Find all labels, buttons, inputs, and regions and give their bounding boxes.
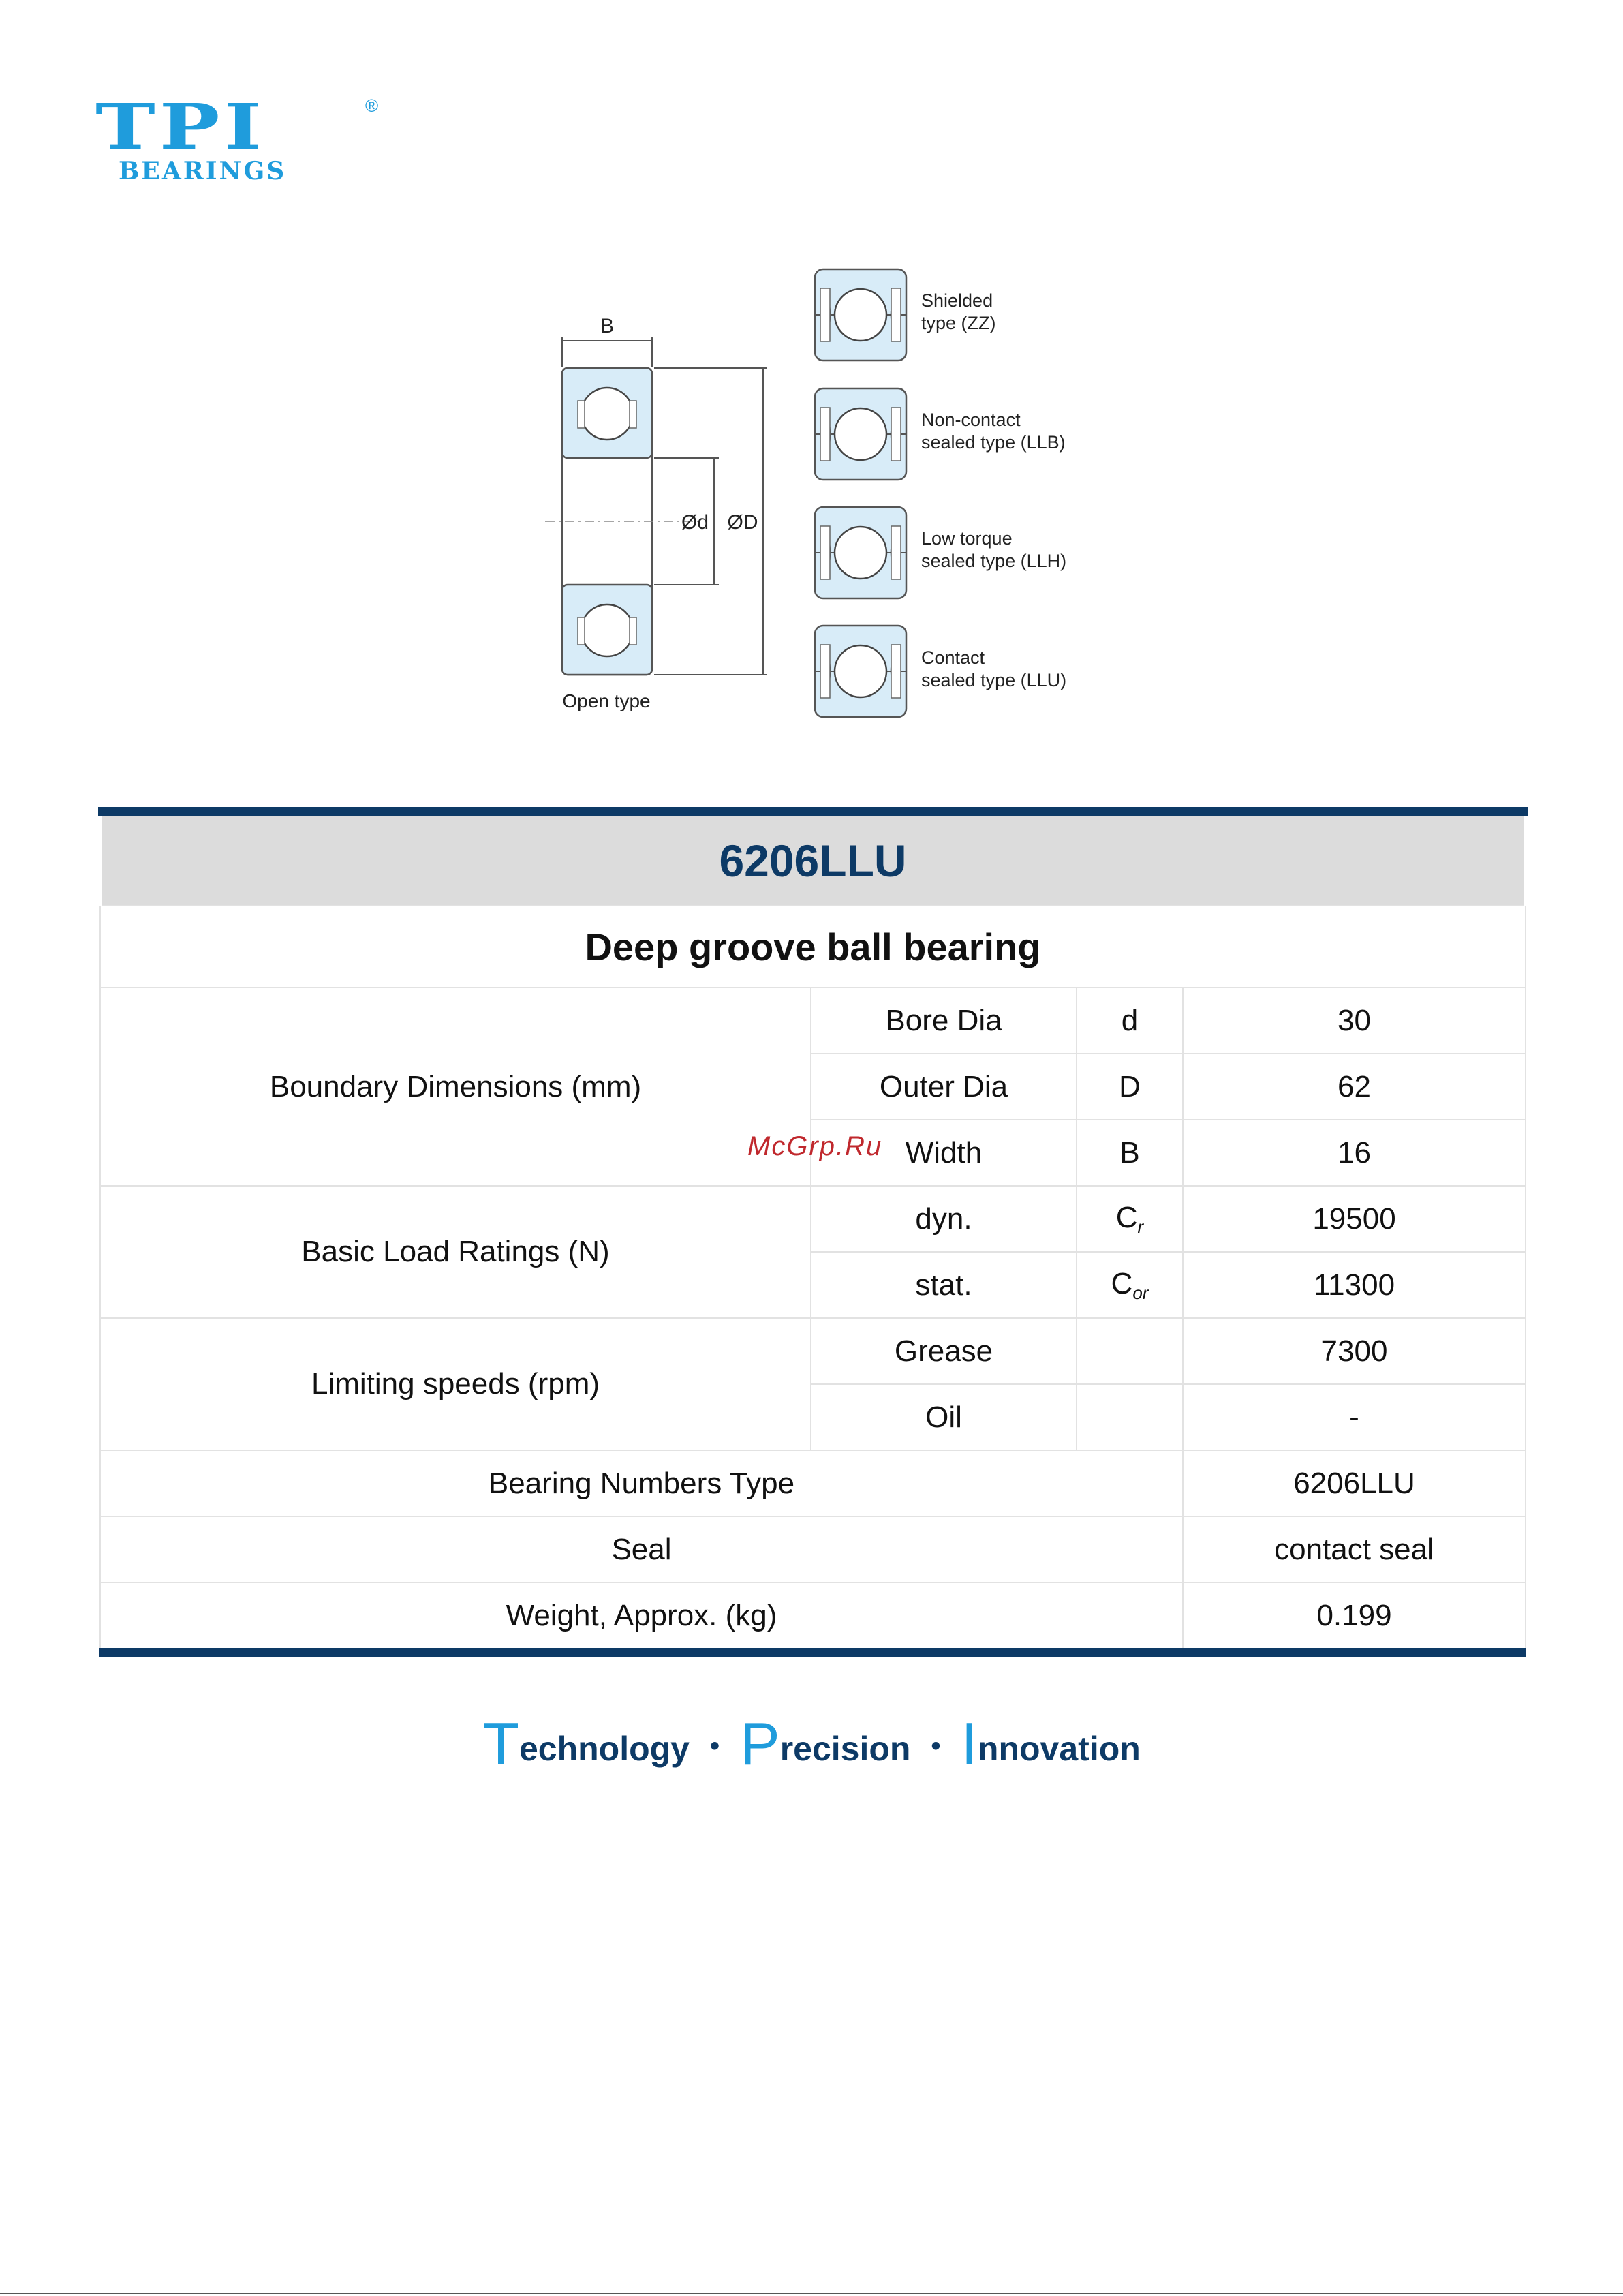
symbol-subscript: or (1132, 1282, 1149, 1303)
symbol-main: C (1115, 1200, 1138, 1234)
table-row (100, 1450, 1526, 1516)
row-label: Grease (811, 1318, 1077, 1384)
type-llu-line1: Contact (921, 647, 985, 668)
contact-type-bearing (815, 626, 906, 717)
row-label: Outer Dia (811, 1054, 1077, 1120)
dim-width-label: B (600, 315, 615, 337)
subtitle-row (100, 906, 1526, 988)
row-symbol (1077, 1186, 1183, 1252)
type-zz-line2: type (ZZ) (921, 313, 996, 333)
weight-value: 0.199 (1183, 1582, 1526, 1653)
type-llb-line1: Non-contact (921, 410, 1021, 430)
row-symbol: D (1077, 1054, 1183, 1120)
row-value: 7300 (1183, 1318, 1526, 1384)
row-value: 19500 (1183, 1186, 1526, 1252)
watermark: McGrp.Ru (747, 1131, 883, 1161)
row-symbol (1077, 1384, 1183, 1450)
table-row (100, 988, 1526, 1054)
row-label: dyn. (811, 1186, 1077, 1252)
bottom-divider (0, 2293, 1623, 2294)
table-row (100, 1516, 1526, 1582)
type-llb-line2: sealed type (LLB) (921, 432, 1066, 453)
bearing-number-value: 6206LLU (1183, 1450, 1526, 1516)
model-title: 6206LLU (100, 812, 1526, 906)
row-value: - (1183, 1384, 1526, 1450)
speed-group-label: Limiting speeds (rpm) (100, 1318, 811, 1450)
title-row (100, 812, 1526, 906)
slogan-technology: Technology (482, 1710, 690, 1777)
row-value: 11300 (1183, 1252, 1526, 1318)
slogan-innovation: Innovation (961, 1710, 1141, 1777)
logo-main-text: TPI (95, 89, 266, 164)
row-label: stat. (811, 1252, 1077, 1318)
weight-label: Weight, Approx. (kg) (100, 1582, 1183, 1653)
row-value: 16 (1183, 1120, 1526, 1186)
symbol-main: C (1111, 1266, 1133, 1300)
row-value: 30 (1183, 988, 1526, 1054)
row-symbol: d (1077, 988, 1183, 1054)
seal-label: Seal (100, 1516, 1183, 1582)
table-row (100, 1186, 1526, 1252)
bearing-diagram (531, 259, 1117, 736)
bearing-number-label: Bearing Numbers Type (100, 1450, 1183, 1516)
bearing-type-subtitle: Deep groove ball bearing (100, 906, 1526, 988)
slogan-separator: • (709, 1731, 720, 1761)
symbol-subscript: r (1137, 1216, 1144, 1237)
slogan (0, 1709, 1623, 1779)
tpi-logo (95, 89, 395, 185)
row-symbol (1077, 1318, 1183, 1384)
boundary-group-label: Boundary Dimensions (mm) (100, 988, 811, 1186)
dim-outer-label: ØD (727, 511, 758, 534)
shielded-type-bearing (815, 269, 906, 361)
row-symbol: B (1077, 1120, 1183, 1186)
logo-registered-mark: ® (365, 95, 379, 116)
type-zz-line1: Shielded (921, 290, 993, 311)
spec-table (98, 807, 1528, 1657)
table-row (100, 1318, 1526, 1384)
row-label: Oil (811, 1384, 1077, 1450)
table-row (100, 1582, 1526, 1653)
non-contact-type-bearing (815, 388, 906, 480)
open-type-label: Open type (562, 690, 651, 711)
low-torque-type-bearing (815, 507, 906, 598)
row-value: 62 (1183, 1054, 1526, 1120)
logo-sub-text: BEARINGS (119, 157, 287, 185)
row-symbol (1077, 1252, 1183, 1318)
row-label: Bore Dia (811, 988, 1077, 1054)
type-llh-line1: Low torque (921, 528, 1013, 549)
dim-bore-label: Ød (681, 511, 709, 534)
slogan-separator: • (931, 1731, 941, 1761)
slogan-precision: Precision (740, 1710, 911, 1777)
row-label: Width (811, 1120, 1077, 1186)
type-llh-line2: sealed type (LLH) (921, 551, 1067, 571)
load-group-label: Basic Load Ratings (N) (100, 1186, 811, 1318)
open-type-bearing (545, 368, 702, 675)
seal-value: contact seal (1183, 1516, 1526, 1582)
type-llu-line2: sealed type (LLU) (921, 670, 1067, 690)
